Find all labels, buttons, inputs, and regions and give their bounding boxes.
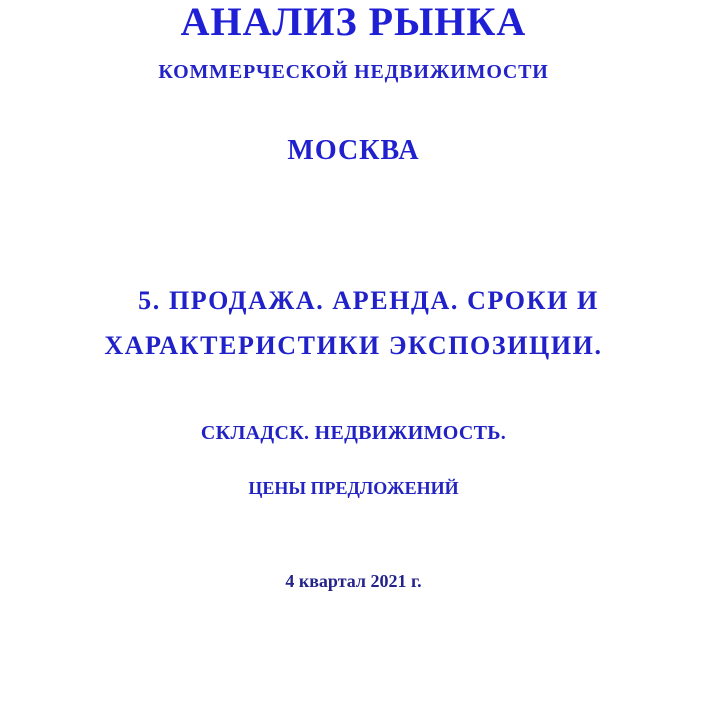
document-subtitle: КОММЕРЧЕСКОЙ НЕДВИЖИМОСТИ: [158, 61, 549, 83]
section-heading-line-2: ХАРАКТЕРИСТИКИ ЭКСПОЗИЦИИ.: [104, 331, 603, 360]
section-heading-line-1: 5. ПРОДАЖА. АРЕНДА. СРОКИ И: [138, 286, 599, 315]
category-heading: СКЛАДСК. НЕДВИЖИМОСТЬ.: [200, 422, 507, 444]
document-title: АНАЛИЗ РЫНКА: [180, 0, 527, 44]
period-label: 4 квартал 2021 г.: [285, 571, 422, 591]
city-heading: МОСКВА: [287, 135, 420, 166]
prices-heading: ЦЕНЫ ПРЕДЛОЖЕНИЙ: [248, 478, 459, 498]
